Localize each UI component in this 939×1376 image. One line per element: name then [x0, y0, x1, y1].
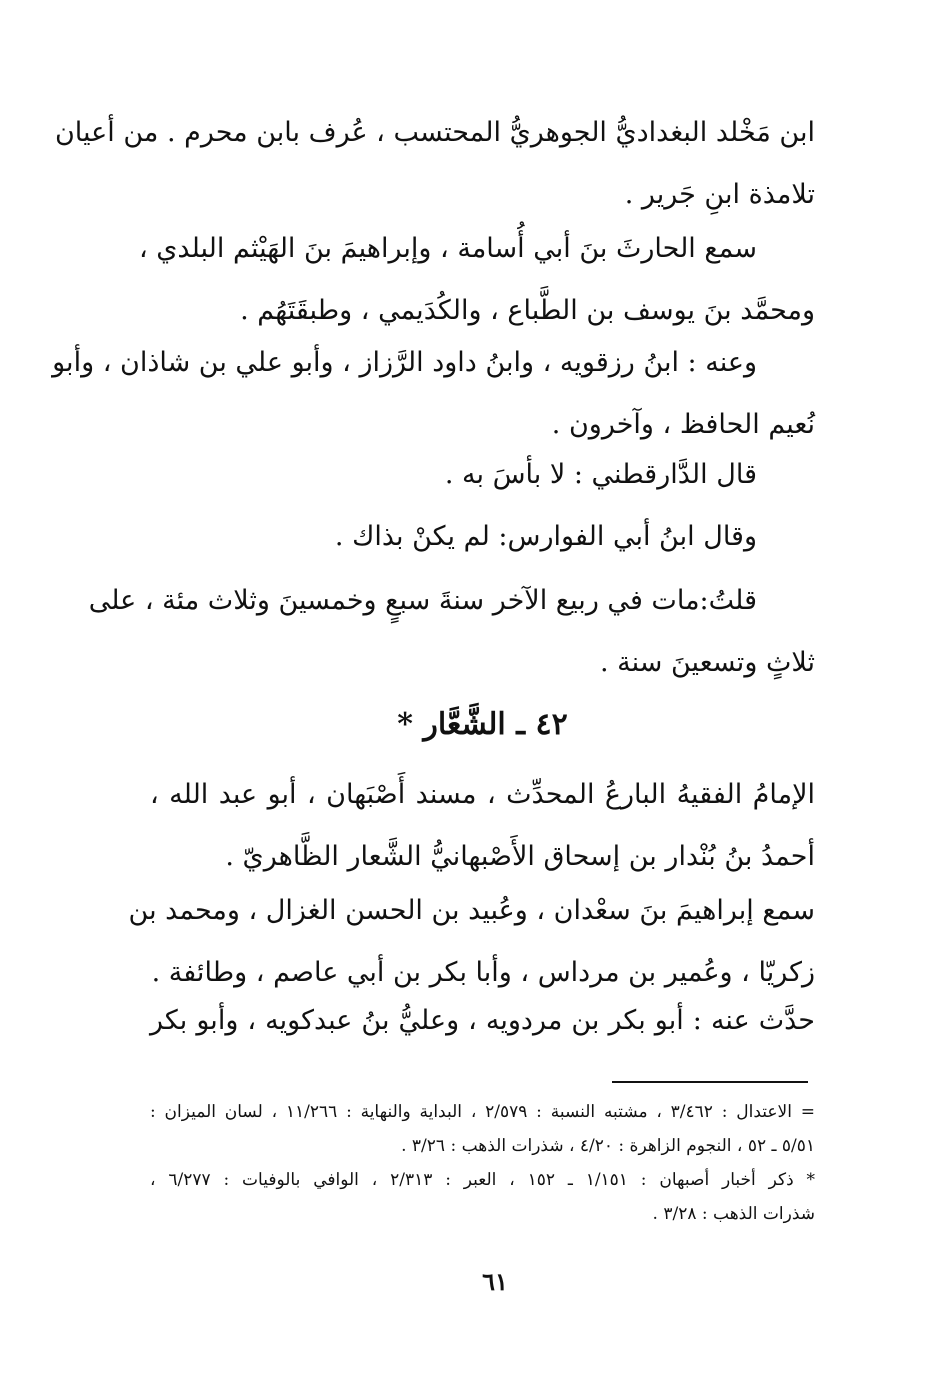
- footnote-rule: [612, 1081, 808, 1083]
- entry41-intro: [54, 102, 815, 226]
- daraqutni-quote: [150, 444, 815, 506]
- text-line: سمع إبراهيمَ بنَ سعْدان ، وعُبيد بن الحسن الغزال ، ومحمد بن: [128, 895, 815, 926]
- text-line: نُعيم الحافظ ، وآخرون .: [551, 409, 815, 440]
- text-line: وقال ابنُ أبي الفوارس: لم يكنْ بذاك .: [334, 521, 757, 552]
- text-line: ومحمَّد بنَ يوسف بن الطَّباع ، والكُدَيمي ، وطبقَتَهُم .: [240, 295, 815, 326]
- text-line: ابن مَخْلد البغداديُّ الجوهريُّ المحتسب ، عُرف بابن محرم . من أعيان: [54, 117, 815, 148]
- text-line: تلامذة ابنِ جَرير .: [624, 179, 815, 210]
- ibn-abi-fawaris-quote: [150, 506, 815, 568]
- footnote-line: = الاعتدال : ٣/٤٦٢ ، مشتبه النسبة : ٢/٥٧٩ ، البداية والنهاية : ١١/٢٦٦ ، لسان الميزان :: [150, 1102, 815, 1122]
- text-line: ثلاثٍ وتسعينَ سنة .: [600, 647, 815, 678]
- entry42-heading: ٤٢ ـ الشَّعَّار *: [397, 707, 568, 742]
- text-line: حدَّث عنه : أبو بكر بن مردويه ، وعليُّ بنُ عبدكويه ، وأبو بكر: [150, 1005, 815, 1036]
- text-line: وعنه : ابنُ رزقويه ، وابنُ داود الرَّزاز ، وأبو علي بن شاذان ، وأبو: [52, 347, 757, 378]
- text-line: الإمامُ الفقيهُ البارعُ المحدِّث ، مسند أَصْبَهان ، أبو عبد الله ،: [150, 779, 815, 810]
- entry42-intro: [150, 764, 815, 888]
- entry42-students: [150, 990, 815, 1052]
- text-line: سمع الحارثَ بنَ أبي أُسامة ، وإبراهيمَ بنَ الهَيْثم البلدي ،: [138, 233, 757, 264]
- entry41-death: [88, 570, 815, 694]
- footnote-continued: [150, 1095, 815, 1163]
- text-line: قال الدَّارقطني : لا بأسَ به .: [444, 459, 757, 490]
- entry41-teachers: [138, 218, 815, 342]
- entry42-teachers: [128, 880, 815, 1004]
- footnote-line: * ذكر أخبار أصبهان : ١/١٥١ ـ ١٥٢ ، العبر : ٢/٣١٣ ، الوافي بالوفيات : ٦/٢٧٧ ،: [150, 1170, 816, 1190]
- footnote-line: ٥/٥١ ـ ٥٢ ، النجوم الزاهرة : ٤/٢٠ ، شذرات الذهب : ٣/٢٦ .: [401, 1136, 815, 1156]
- footnote-line: شذرات الذهب : ٣/٢٨ .: [652, 1204, 815, 1224]
- text-line: زكريّا ، وعُمير بن مرداس ، وأبا بكر بن أبي عاصم ، وطائفة .: [151, 957, 815, 988]
- entry41-students: [52, 332, 815, 456]
- footnote-entry42: [150, 1163, 815, 1231]
- text-line: أحمدُ بنُ بُنْدار بن إسحاق الأَصْبهانيُّ الشَّعار الظَّاهريّ .: [225, 841, 815, 872]
- text-line: قلتُ:مات في ربيع الآخر سنةَ سبعٍ وخمسينَ وثلاث مئة ، على: [88, 585, 757, 616]
- page-number: ٦١: [482, 1267, 508, 1296]
